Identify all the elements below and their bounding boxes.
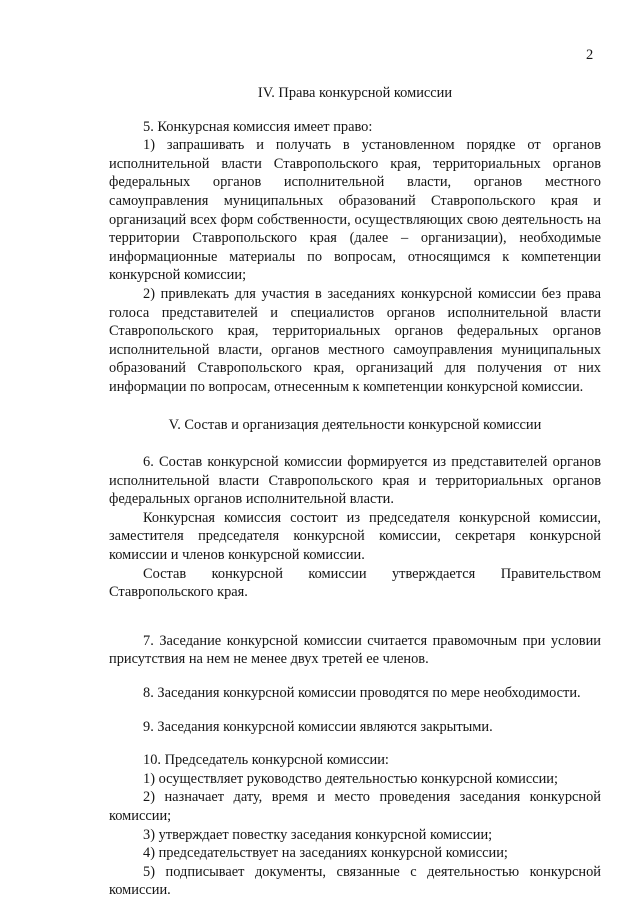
paragraph-10-item-1: 1) осуществляет руководство деятельностью конкурсной комиссии; — [143, 770, 559, 787]
section-5-heading: V. Состав и организация деятельности конкурсной комиссии — [168, 416, 542, 433]
page-number: 2 — [586, 47, 594, 63]
paragraph-6-composition: Конкурсная комиссия состоит из председателя конкурсной комиссии, заместителя председателя конкурсной комиссии, секретаря конкурсной комиссии и членов конкурсной комиссии. — [109, 509, 601, 564]
paragraph-5-item-2: 2) привлекать для участия в заседаниях конкурсной комиссии без права голоса представителей и специалистов органов исполнительной власти Ставропольского края, территориальных органов федеральных органов исполнительной власти, органов местного самоуправления муниципальных образований Ставропольского края, организаций для получения от них информации по вопросам, отнесенным к компетенции конкурсной комиссии. — [109, 285, 601, 395]
paragraph-10-item-4: 4) председательствует на заседаниях конкурсной комиссии; — [143, 845, 508, 862]
paragraph-5: 5. Конкурсная комиссия имеет право: — [143, 118, 373, 135]
paragraph-10-item-5: 5) подписывает документы, связанные с деятельностью конкурсной комиссии. — [109, 863, 601, 899]
paragraph-10-item-2: 2) назначает дату, время и место проведения заседания конкурсной комиссии; — [109, 789, 601, 824]
paragraph-10: 10. Председатель конкурсной комиссии: — [143, 752, 389, 769]
paragraph-7: 7. Заседание конкурсной комиссии считается правомочным при условии присутствия на нем не менее двух третей ее членов. — [109, 632, 601, 668]
paragraph-9: 9. Заседания конкурсной комиссии являются закрытыми. — [143, 718, 493, 735]
paragraph-8: 8. Заседания конкурсной комиссии проводятся по мере необходимости. — [143, 685, 581, 702]
section-4-heading: IV. Права конкурсной комиссии — [257, 85, 453, 101]
paragraph-6: 6. Состав конкурсной комиссии формируется из представителей органов исполнительной власти Ставропольского края и территориальных органов федеральных органов исполнительной власти. — [109, 454, 601, 508]
paragraph-5-item-1: 1) запрашивать и получать в установленном порядке от органов исполнительной власти Ставропольского края, территориальных органов федеральных органов исполнительной власти, органов местного самоуправления муниципальных образований Ставропольского края и организаций всех форм собственности, осуществляющих свою деятельность на территории Ставропольского края (далее – организации), необходимые информационные материалы по вопросам, относящимся к компетенции конкурсной комиссии; — [109, 137, 601, 284]
paragraph-10-item-3: 3) утверждает повестку заседания конкурсной комиссии; — [143, 826, 493, 843]
document-body — [109, 84, 601, 900]
paragraph-6-approval: Состав конкурсной комиссии утверждается Правительством Ставропольского края. — [109, 565, 601, 601]
